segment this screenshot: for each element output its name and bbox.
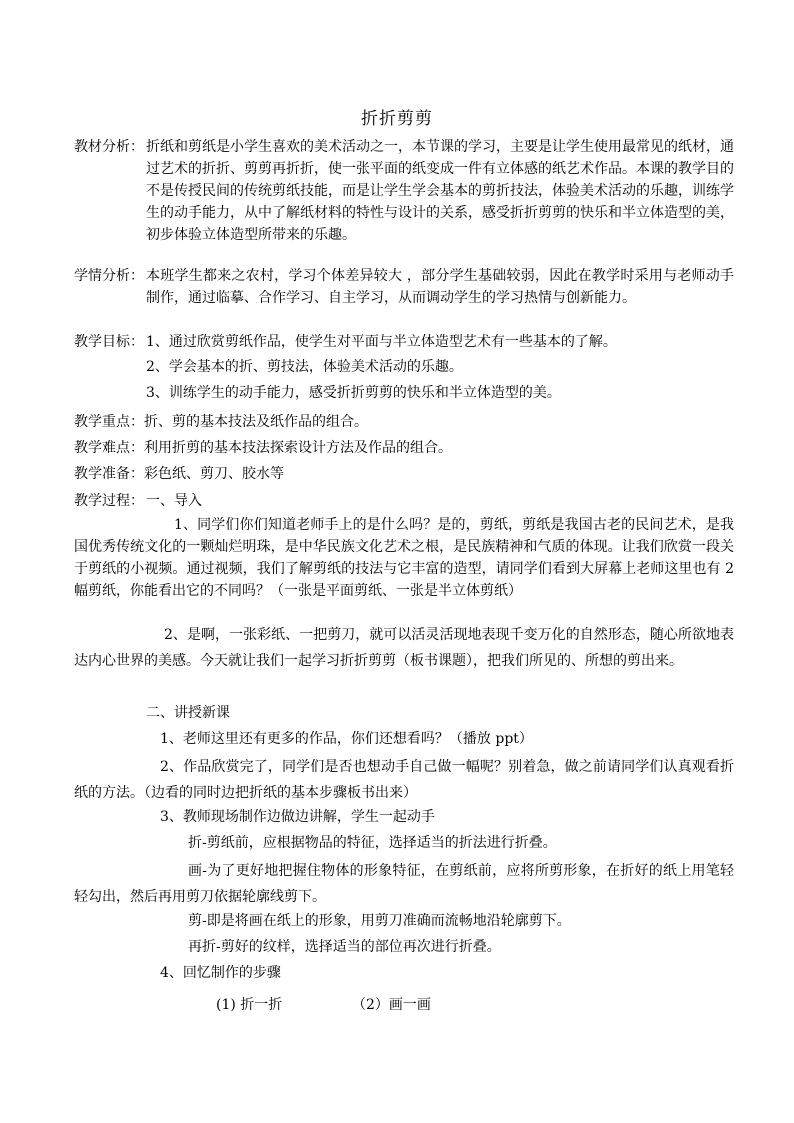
fold-step: 折-剪纸前，应根据物品的特征，选择适当的折法进行折叠。 bbox=[188, 835, 557, 851]
lesson-step-2: 2、作品欣赏完了，同学们是否也想动手自己做一幅呢？别着急，做之前请同学们认真观看折纸的方法。（边看的同时边把折纸的基本步骤板书出来） bbox=[74, 759, 734, 801]
preparation: 教学准备：彩色纸、剪刀、胶水等 bbox=[74, 466, 284, 482]
students-section bbox=[74, 265, 734, 309]
analysis-text: 折纸和剪纸是小学生喜欢的美术活动之一，本节课的学习，主要是让学生使用最常见的纸材，通过艺术的折折、剪剪再折折，使一张平面的纸变成一件有立体感的纸艺术作品。本课的教学目的不是传授民间的传统剪纸技能，而是让学生学会基本的剪折技法，体验美术活动的乐趣，训练学生的动手能力，从中了解纸材料的特性与设计的关系，感受折折剪剪的快乐和半立体造型的美，初步体验立体造型所带来的乐趣。 bbox=[146, 139, 734, 243]
import-paragraph-2: 2、是啊，一张彩纸、一把剪刀，就可以活灵活现地表现千变万化的自然形态，随心所欲地表达内心世界的美感。今天就让我们一起学习折折剪剪（板书课题），把我们所见的、所想的剪出来。 bbox=[74, 627, 734, 669]
goal-item: 2、学会基本的折、剪技法，体验美术活动的乐趣。 bbox=[146, 359, 463, 375]
analysis-section bbox=[74, 136, 734, 246]
page-title: 折折剪剪 bbox=[361, 109, 433, 129]
goals-label: 教学目标： bbox=[74, 334, 144, 350]
process-label: 教学过程： bbox=[74, 493, 144, 509]
goal-item: 3、训练学生的动手能力，感受折折剪剪的快乐和半立体造型的美。 bbox=[146, 385, 561, 401]
recall-step-2: （2）画一画 bbox=[352, 997, 431, 1013]
analysis-label: 教材分析： bbox=[74, 139, 144, 155]
recall-step-1: (1) 折一折 bbox=[216, 997, 283, 1013]
section-import-heading: 一、导入 bbox=[146, 493, 202, 509]
lesson-step-1: 1、老师这里还有更多的作品，你们还想看吗？（播放 ppt） bbox=[160, 731, 533, 747]
cut-step: 剪-即是将画在纸上的形象，用剪刀准确而流畅地沿轮廓剪下。 bbox=[188, 913, 571, 929]
key-points: 教学重点：折、剪的基本技法及纸作品的组合。 bbox=[74, 414, 368, 430]
lesson-step-4: 4、回忆制作的步骤 bbox=[160, 965, 281, 981]
students-label: 学情分析： bbox=[74, 268, 144, 284]
lesson-step-3: 3、教师现场制作边做边讲解，学生一起动手 bbox=[160, 809, 435, 825]
section-new-lesson-heading: 二、讲授新课 bbox=[146, 705, 230, 721]
refold-step: 再折-剪好的纹样，选择适当的部位再次进行折叠。 bbox=[188, 939, 501, 955]
import-paragraph-1: 1、同学们你们知道老师手上的是什么吗？是的，剪纸，剪纸是我国古老的民间艺术，是我国优秀传统文化的一颗灿烂明珠，是中华民族文化艺术之根，是民族精神和气质的体现。让我们欣赏一段关于剪纸的小视频。通过视频，我们了解剪纸的技法与它丰富的造型，请同学们看到大屏幕上老师这里也有 2 幅剪纸，你能看出它的不同吗？（一张是平面剪纸、一张是半立体剪纸） bbox=[74, 517, 734, 599]
students-text: 本班学生都来之农村，学习个体差异较大 ，部分学生基础较弱，因此在教学时采用与老师动手制作，通过临摹、合作学习、自主学习，从而调动学生的学习热情与创新能力。 bbox=[146, 268, 734, 306]
difficulties: 教学难点：利用折剪的基本技法探索设计方法及作品的组合。 bbox=[74, 440, 452, 456]
draw-step: 画-为了更好地把握住物体的形象特征，在剪纸前，应将所剪形象，在折好的纸上用笔轻轻勾出，然后再用剪刀依据轮廓线剪下。 bbox=[74, 863, 734, 905]
goal-item: 1、通过欣赏剪纸作品，使学生对平面与半立体造型艺术有一些基本的了解。 bbox=[146, 334, 617, 350]
